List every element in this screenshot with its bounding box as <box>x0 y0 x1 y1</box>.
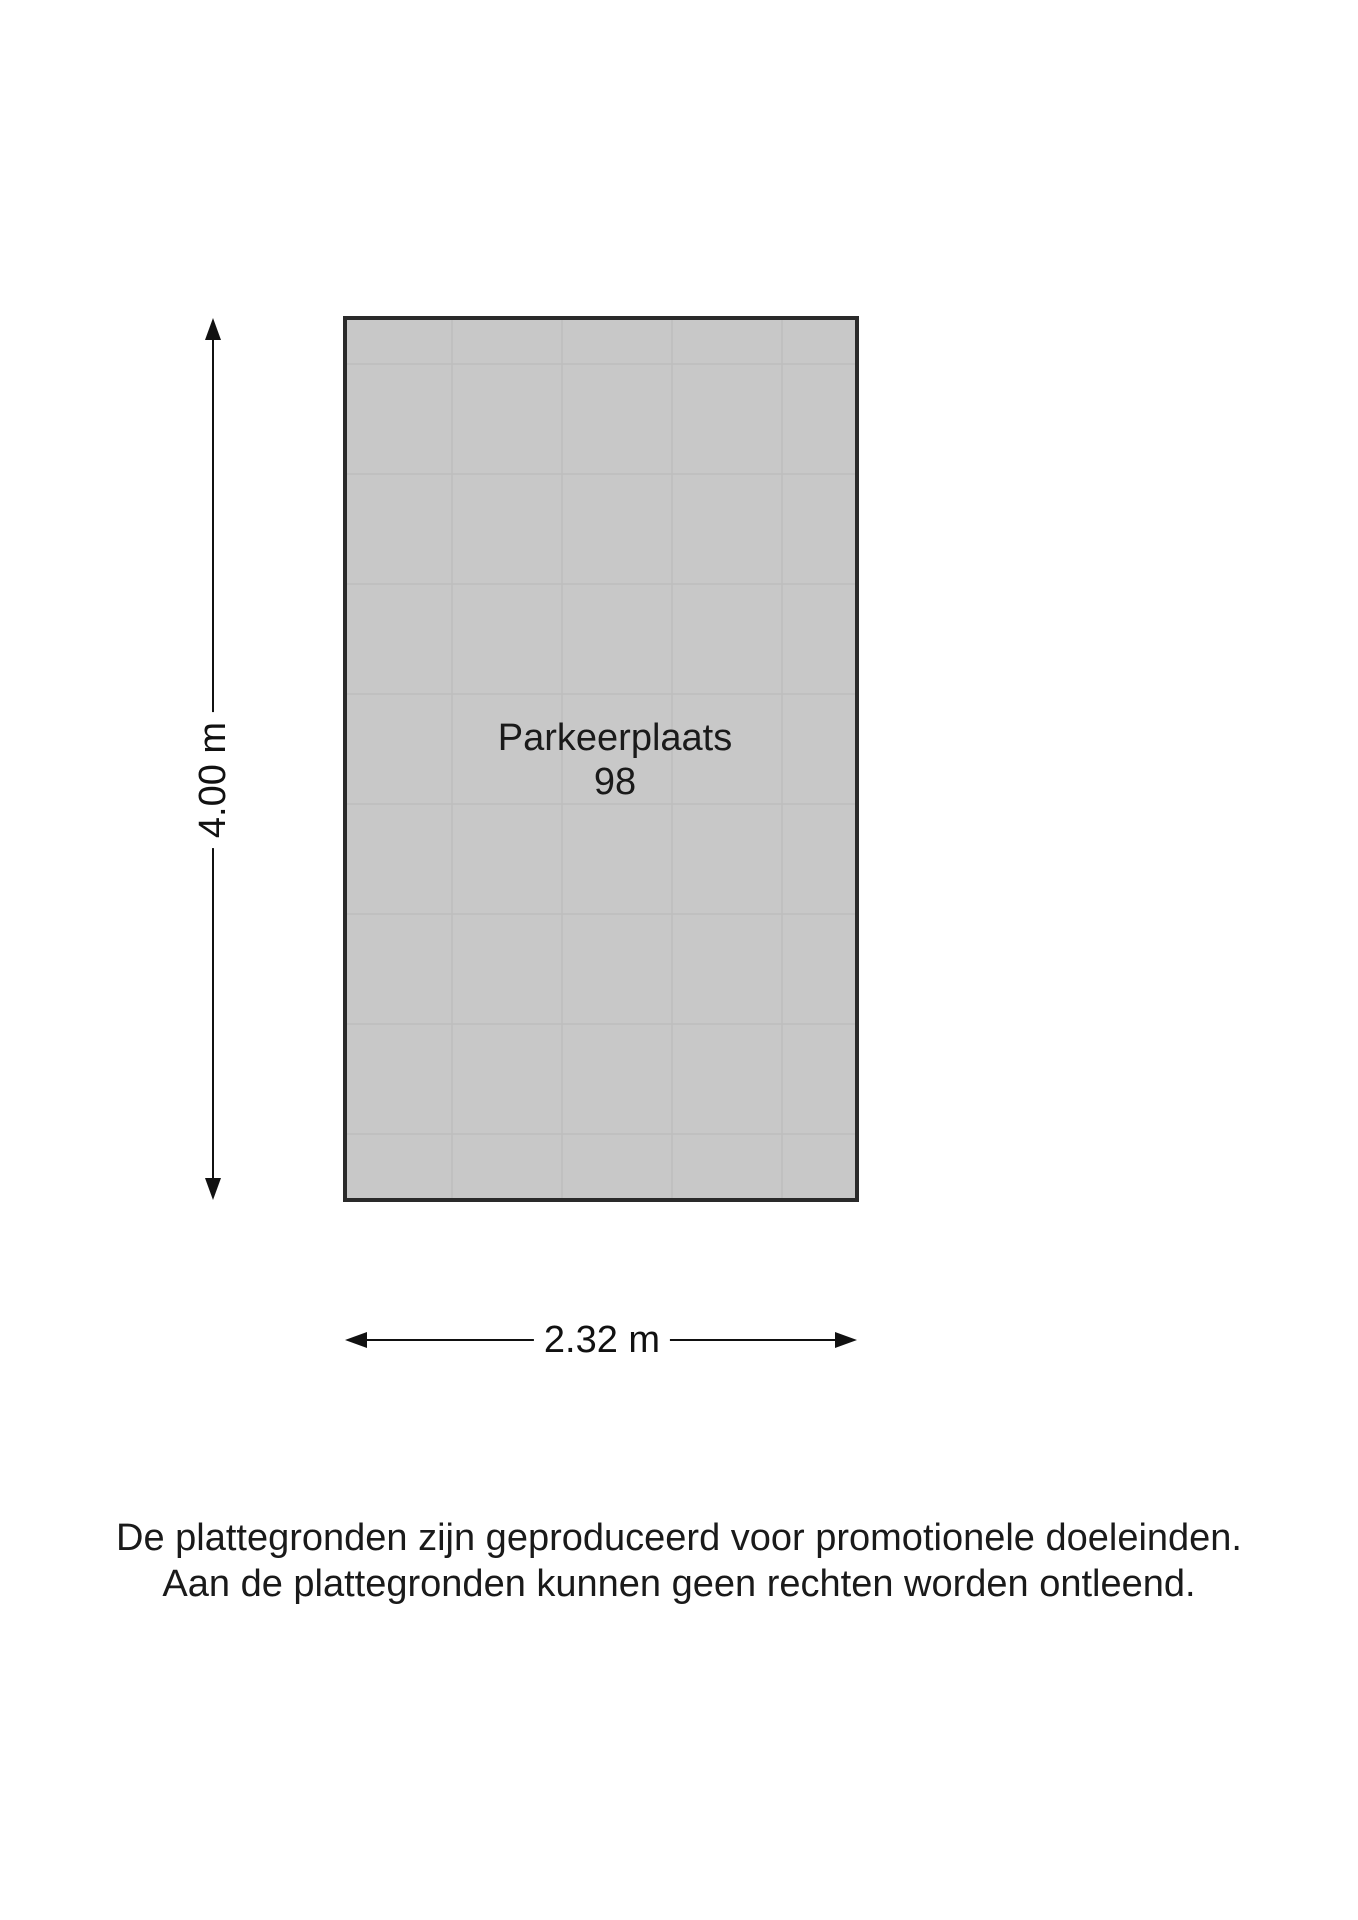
height-dimension-label: 4.00 m <box>193 712 233 848</box>
room-name: Parkeerplaats <box>497 717 733 759</box>
arrow-left-icon <box>345 1332 367 1348</box>
room-label <box>345 716 885 804</box>
arrow-down-icon <box>205 1178 221 1200</box>
arrow-up-icon <box>205 318 221 340</box>
width-dimension-label: 2.32 m <box>534 1320 670 1360</box>
room-number: 98 <box>593 761 637 803</box>
disclaimer-line-2: Aan de plattegronden kunnen geen rechten worden ontleend. <box>162 1563 1196 1605</box>
arrow-right-icon <box>835 1332 857 1348</box>
disclaimer-line-1: De plattegronden zijn geproduceerd voor promotionele doeleinden. <box>116 1517 1242 1559</box>
disclaimer <box>0 1515 1358 1607</box>
